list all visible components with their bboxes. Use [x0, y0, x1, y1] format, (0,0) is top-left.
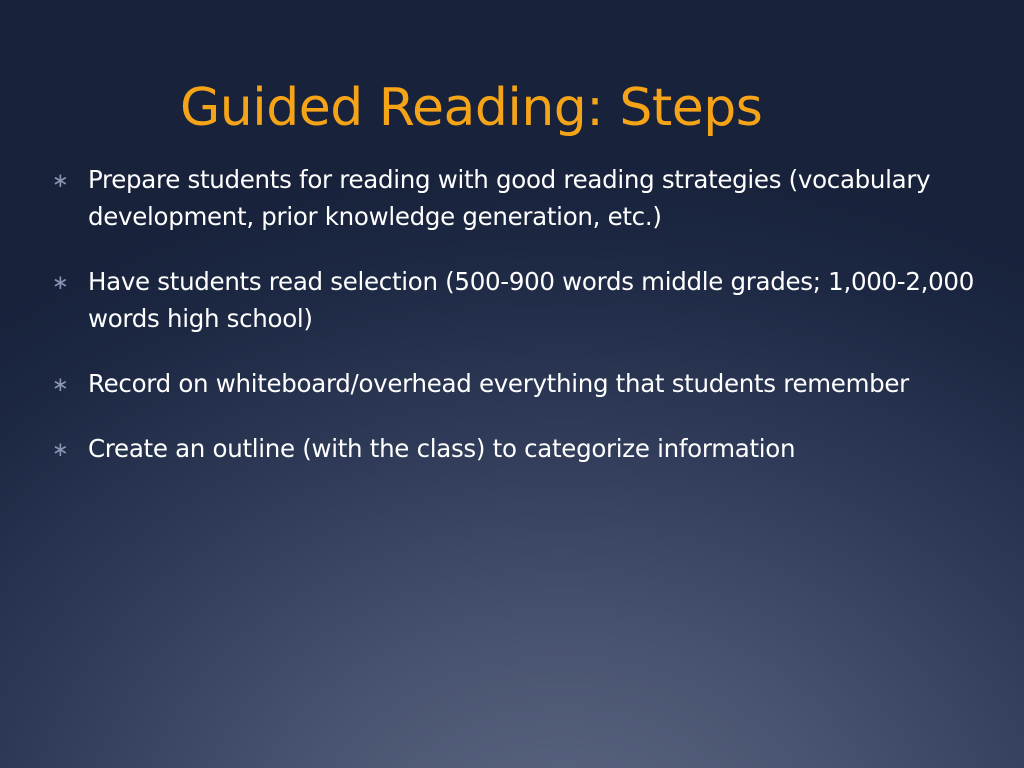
bullet-text: Prepare students for reading with good reading strategies (vocabulary development, prior knowledge generation, etc.) — [88, 165, 931, 231]
bullet-list — [52, 161, 992, 495]
bullet-text: Have students read selection (500-900 words middle grades; 1,000-2,000 words high school) — [88, 267, 974, 333]
slide-title: Guided Reading: Steps — [180, 78, 763, 138]
asterisk-bullet-icon: ∗ — [52, 372, 69, 396]
asterisk-bullet-icon: ∗ — [52, 437, 69, 461]
asterisk-bullet-icon: ∗ — [52, 168, 69, 192]
bullet-item — [52, 430, 992, 467]
bullet-text: Record on whiteboard/overhead everything that students remember — [88, 369, 909, 398]
bullet-text: Create an outline (with the class) to categorize information — [88, 434, 796, 463]
bullet-item — [52, 161, 992, 235]
asterisk-bullet-icon: ∗ — [52, 270, 69, 294]
bullet-item — [52, 263, 992, 337]
bullet-item — [52, 365, 992, 402]
